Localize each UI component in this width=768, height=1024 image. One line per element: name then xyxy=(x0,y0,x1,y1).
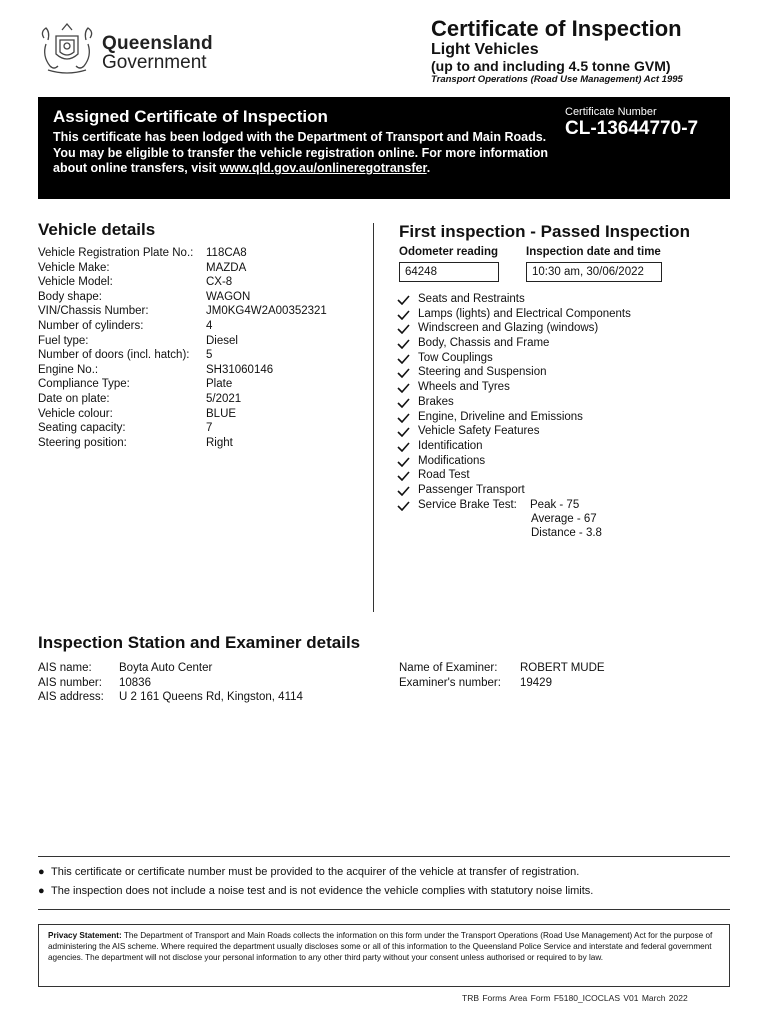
check-icon xyxy=(397,354,410,364)
vehicle-detail-label: Vehicle Registration Plate No.: xyxy=(38,247,194,259)
vehicle-detail-row xyxy=(38,348,327,363)
vehicle-detail-label: Fuel type: xyxy=(38,334,89,347)
privacy-text: The Department of Transport and Main Roads collects the information on this form under the Transport Operations (Road Use Management) Act for the purpose of administering the AIS scheme. Where required the department usually discloses some or all of this information to the Queensland Police Service and interstate and federal government agencies. The department will not disclose your personal information to any other third party without your consent unless authorised or required to by law. xyxy=(48,931,713,963)
inspection-checklist xyxy=(397,292,631,512)
checklist-item xyxy=(397,351,631,366)
vehicle-detail-value: SH31060146 xyxy=(206,363,274,376)
vehicle-detail-label: Steering position: xyxy=(38,436,127,449)
vehicle-detail-value: Right xyxy=(206,436,233,449)
checklist-item-label: Body, Chassis and Frame xyxy=(418,337,550,350)
ais-name-value: Boyta Auto Center xyxy=(119,662,213,674)
check-icon xyxy=(397,368,410,378)
checklist-item-label: Lamps (lights) and Electrical Components xyxy=(418,307,631,320)
note-text: This certificate or certificate number must be provided to the acquirer of the vehicle at transfer of registration. xyxy=(51,866,580,878)
vehicle-detail-value: 5/2021 xyxy=(206,392,242,405)
checklist-item-label: Modifications xyxy=(418,454,486,467)
ais-name-label: AIS name: xyxy=(38,662,92,674)
brake-test-label: Service Brake Test: xyxy=(418,498,517,511)
checklist-item xyxy=(397,410,631,425)
certificate-number: CL-13644770-7 xyxy=(565,118,699,139)
inspection-date-value: 10:30 am, 30/06/2022 xyxy=(526,262,662,282)
check-icon xyxy=(397,442,410,452)
checklist-item xyxy=(397,454,631,469)
ais-number-value: 10836 xyxy=(119,676,151,689)
check-icon xyxy=(397,339,410,349)
notes-top-rule xyxy=(38,856,730,857)
vehicle-detail-label: Compliance Type: xyxy=(38,378,130,391)
logo-wordmark xyxy=(102,34,213,72)
inspection-date-label: Inspection date and time xyxy=(526,246,661,258)
vehicle-detail-value: CX-8 xyxy=(206,276,233,289)
vehicle-details-title: Vehicle details xyxy=(38,220,156,239)
qld-government-logo xyxy=(38,22,218,76)
vehicle-detail-value: 118CA8 xyxy=(206,247,247,259)
vehicle-detail-value: WAGON xyxy=(206,290,251,303)
ais-address-value: U 2 161 Queens Rd, Kingston, 4114 xyxy=(119,691,303,704)
vehicle-detail-row xyxy=(38,319,327,334)
checklist-item-label: Identification xyxy=(418,439,483,452)
vehicle-detail-label: Date on plate: xyxy=(38,392,110,405)
vehicle-detail-label: Number of doors (incl. hatch): xyxy=(38,349,190,362)
checklist-item-label: Wheels and Tyres xyxy=(418,381,510,394)
ais-number-label: AIS number: xyxy=(38,676,102,689)
checklist-item xyxy=(397,483,631,498)
vehicle-detail-label: Number of cylinders: xyxy=(38,319,144,332)
banner-text xyxy=(53,130,548,177)
vehicle-detail-value: Plate xyxy=(206,378,233,391)
privacy-label: Privacy Statement: xyxy=(48,931,122,940)
checklist-item xyxy=(397,321,631,336)
ais-name-row xyxy=(38,661,303,676)
checklist-item-label: Brakes xyxy=(418,395,454,408)
checklist-item xyxy=(397,468,631,483)
vehicle-detail-value: JM0KG4W2A00352321 xyxy=(206,305,327,318)
vehicle-detail-label: Vehicle colour: xyxy=(38,407,113,420)
bullet-icon: ● xyxy=(38,885,45,897)
document-subtitle: Light Vehicles xyxy=(431,41,539,58)
checklist-item xyxy=(397,307,631,322)
check-icon xyxy=(397,486,410,496)
vehicle-detail-row xyxy=(38,377,327,392)
checklist-item-label: Engine, Driveline and Emissions xyxy=(418,410,583,423)
vehicle-detail-value: 4 xyxy=(206,319,213,332)
check-icon xyxy=(397,413,410,423)
logo-line-2: Government xyxy=(102,52,207,73)
checklist-item-label: Tow Couplings xyxy=(418,351,493,364)
column-divider xyxy=(373,223,374,612)
document-title: Certificate of Inspection xyxy=(431,16,682,41)
online-transfer-link[interactable]: www.qld.gov.au/onlineregotransfer xyxy=(219,161,427,175)
examiner-number-row xyxy=(399,676,605,691)
vehicle-detail-row xyxy=(38,421,327,436)
certificate-notes xyxy=(38,865,593,903)
examiner-number-label: Examiner's number: xyxy=(399,676,501,689)
checklist-item xyxy=(397,336,631,351)
ais-number-row xyxy=(38,676,303,691)
check-icon xyxy=(397,501,410,511)
document-title-block xyxy=(431,17,751,86)
checklist-item xyxy=(397,395,631,410)
assigned-certificate-banner xyxy=(38,97,730,199)
vehicle-detail-value: BLUE xyxy=(206,407,237,420)
vehicle-detail-row xyxy=(38,246,327,261)
note-item xyxy=(38,884,593,903)
examiner-name-value: ROBERT MUDE xyxy=(520,662,605,674)
vehicle-details-table xyxy=(38,246,327,450)
checklist-item-label: Vehicle Safety Features xyxy=(418,425,540,438)
checklist-item xyxy=(397,424,631,439)
checklist-item xyxy=(397,292,631,307)
vehicle-detail-value: Diesel xyxy=(206,334,238,347)
station-examiner-title: Inspection Station and Examiner details xyxy=(38,633,361,652)
vehicle-detail-value: 5 xyxy=(206,349,213,362)
check-icon xyxy=(397,457,410,467)
checklist-item-label: Passenger Transport xyxy=(418,483,525,496)
vehicle-detail-label: Vehicle Make: xyxy=(38,261,110,274)
privacy-statement xyxy=(38,924,730,987)
brake-average: Average - 67 xyxy=(531,513,597,525)
examiner-name-label: Name of Examiner: xyxy=(399,662,498,674)
checklist-item xyxy=(397,365,631,380)
banner-title: Assigned Certificate of Inspection xyxy=(53,107,328,126)
vehicle-detail-label: Seating capacity: xyxy=(38,422,126,435)
check-icon xyxy=(397,295,410,305)
vehicle-detail-row xyxy=(38,261,327,276)
notes-bottom-rule xyxy=(38,909,730,910)
vehicle-detail-row xyxy=(38,407,327,422)
examiner-number-value: 19429 xyxy=(520,676,552,689)
document-gvm-note: (up to and including 4.5 tonne GVM) xyxy=(431,58,671,74)
logo-line-1: Queensland xyxy=(102,33,213,54)
coat-of-arms-icon xyxy=(38,22,96,76)
check-icon xyxy=(397,471,410,481)
form-footer: TRB Forms Area Form F5180_ICOCLAS V01 March 2022 xyxy=(462,993,688,1003)
first-inspection-title: First inspection - Passed Inspection xyxy=(399,222,690,241)
document-act: Transport Operations (Road Use Management) Act 1995 xyxy=(431,74,683,85)
vehicle-detail-row xyxy=(38,290,327,305)
check-icon xyxy=(397,324,410,334)
vehicle-detail-row xyxy=(38,436,327,451)
brake-distance: Distance - 3.8 xyxy=(531,527,602,539)
check-icon xyxy=(397,383,410,393)
check-icon xyxy=(397,398,410,408)
check-icon xyxy=(397,427,410,437)
ais-address-label: AIS address: xyxy=(38,691,104,704)
note-text: The inspection does not include a noise test and is not evidence the vehicle complies with statutory noise limits. xyxy=(51,885,594,897)
vehicle-detail-label: Engine No.: xyxy=(38,363,99,376)
vehicle-detail-row xyxy=(38,392,327,407)
station-details xyxy=(38,661,303,705)
vehicle-detail-label: Body shape: xyxy=(38,290,102,303)
examiner-name-row xyxy=(399,661,605,676)
banner-text-body: This certificate has been lodged with the Department of Transport and Main Roads. You may be eligible to transfer the vehicle registration online. For more information about online transfers, visit xyxy=(53,130,548,175)
odometer-value: 64248 xyxy=(399,262,499,282)
odometer-label: Odometer reading xyxy=(399,246,499,258)
vehicle-detail-label: Vehicle Model: xyxy=(38,276,113,289)
bullet-icon: ● xyxy=(38,866,45,878)
check-icon xyxy=(397,310,410,320)
checklist-item-label: Steering and Suspension xyxy=(418,366,547,379)
certificate-number-label: Certificate Number xyxy=(565,106,657,118)
vehicle-detail-value: MAZDA xyxy=(206,261,247,274)
brake-peak: Peak - 75 xyxy=(530,498,580,511)
checklist-item xyxy=(397,439,631,454)
vehicle-detail-row xyxy=(38,275,327,290)
checklist-item-label: Seats and Restraints xyxy=(418,293,525,305)
checklist-item-label: Road Test xyxy=(418,469,470,482)
banner-period: . xyxy=(426,161,431,175)
vehicle-detail-label: VIN/Chassis Number: xyxy=(38,305,149,318)
vehicle-detail-value: 7 xyxy=(206,422,213,435)
vehicle-detail-row xyxy=(38,334,327,349)
vehicle-detail-row xyxy=(38,304,327,319)
note-item xyxy=(38,865,593,884)
checklist-item-brake-test xyxy=(397,498,631,513)
checklist-item-label: Windscreen and Glazing (windows) xyxy=(418,322,599,335)
examiner-details xyxy=(399,661,605,690)
checklist-item xyxy=(397,380,631,395)
vehicle-detail-row xyxy=(38,363,327,378)
ais-address-row xyxy=(38,690,303,705)
